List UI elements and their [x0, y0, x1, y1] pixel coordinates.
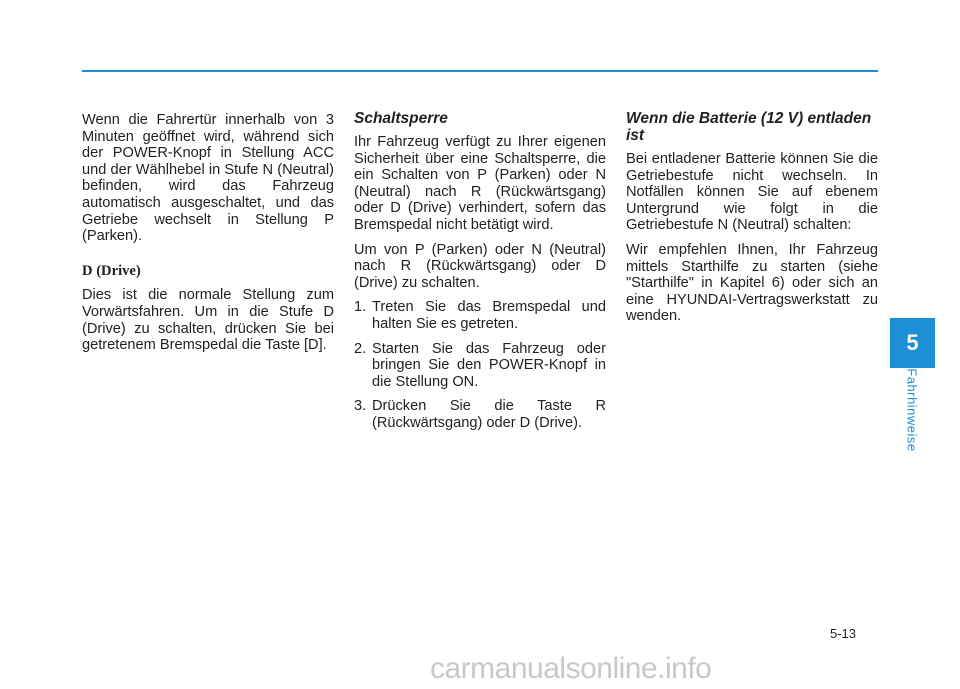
list-item: [354, 341, 606, 391]
column-right: [626, 110, 878, 333]
shift-steps-list: [354, 299, 606, 431]
step-text: Drücken Sie die Taste R (Rückwärtsgang) oder D (Drive).: [372, 398, 606, 431]
shift-lock-paragraph: Ihr Fahrzeug verfügt zu Ihrer eigenen Sicherheit über eine Schaltsperre, die ein Schalten von P (Parken) oder N (Neutral) nach R (Rückwärtsgang) oder D (Drive) verhindert, sofern das Bremspedal nicht betätigt wird.: [354, 134, 606, 233]
battery-heading: Wenn die Batterie (12 V) entladen ist: [626, 110, 872, 144]
jump-start-paragraph: Wir empfehlen Ihnen, Ihr Fahrzeug mittels Starthilfe zu starten (siehe "Starthilfe" in Kapitel 6) oder sich an eine HYUNDAI-Vertragswerkstatt zu wenden.: [626, 241, 878, 325]
header-rule: [82, 70, 878, 72]
column-middle: [354, 110, 606, 440]
chapter-title: Fahrhinweise: [904, 368, 920, 452]
list-item: [354, 299, 606, 332]
watermark: carmanualsonline.info: [430, 652, 712, 685]
step-number: 2.: [354, 340, 367, 357]
drive-heading: D (Drive): [82, 262, 141, 279]
drive-paragraph: Dies ist die normale Stellung zum Vorwärtsfahren. Um in die Stufe D (Drive) zu schalten, drücken Sie bei getretenem Bremspedal die Taste [D].: [82, 287, 334, 354]
auto-off-paragraph: Wenn die Fahrertür innerhalb von 3 Minuten geöffnet wird, während sich der POWER-Knopf in Stellung ACC und der Wählhebel in Stufe N (Neutral) befinden, wird das Fahrzeug automatisch ausgeschaltet, und das Getriebe wechselt in Stellung P (Parken).: [82, 112, 334, 245]
step-number: 1.: [354, 299, 367, 316]
step-number: 3.: [354, 398, 367, 415]
shift-lock-heading: Schaltsperre: [354, 110, 448, 127]
shift-instructions-paragraph: Um von P (Parken) oder N (Neutral) nach R (Rückwärtsgang) oder D (Drive) zu schalten.: [354, 241, 606, 291]
list-item: [354, 398, 606, 431]
chapter-number-badge: 5: [890, 318, 935, 368]
step-text: Starten Sie das Fahrzeug oder bringen Sie den POWER-Knopf in die Stellung ON.: [372, 340, 606, 390]
page-number: 5-13: [830, 626, 857, 641]
column-left: [82, 110, 334, 362]
battery-paragraph: Bei entladener Batterie können Sie die Getriebestufe nicht wechseln. In Notfällen können Sie auf ebenem Untergrund wie folgt in die Getriebestufe N (Neutral) schalten:: [626, 151, 878, 234]
step-text: Treten Sie das Bremspedal und halten Sie es getreten.: [372, 299, 606, 332]
